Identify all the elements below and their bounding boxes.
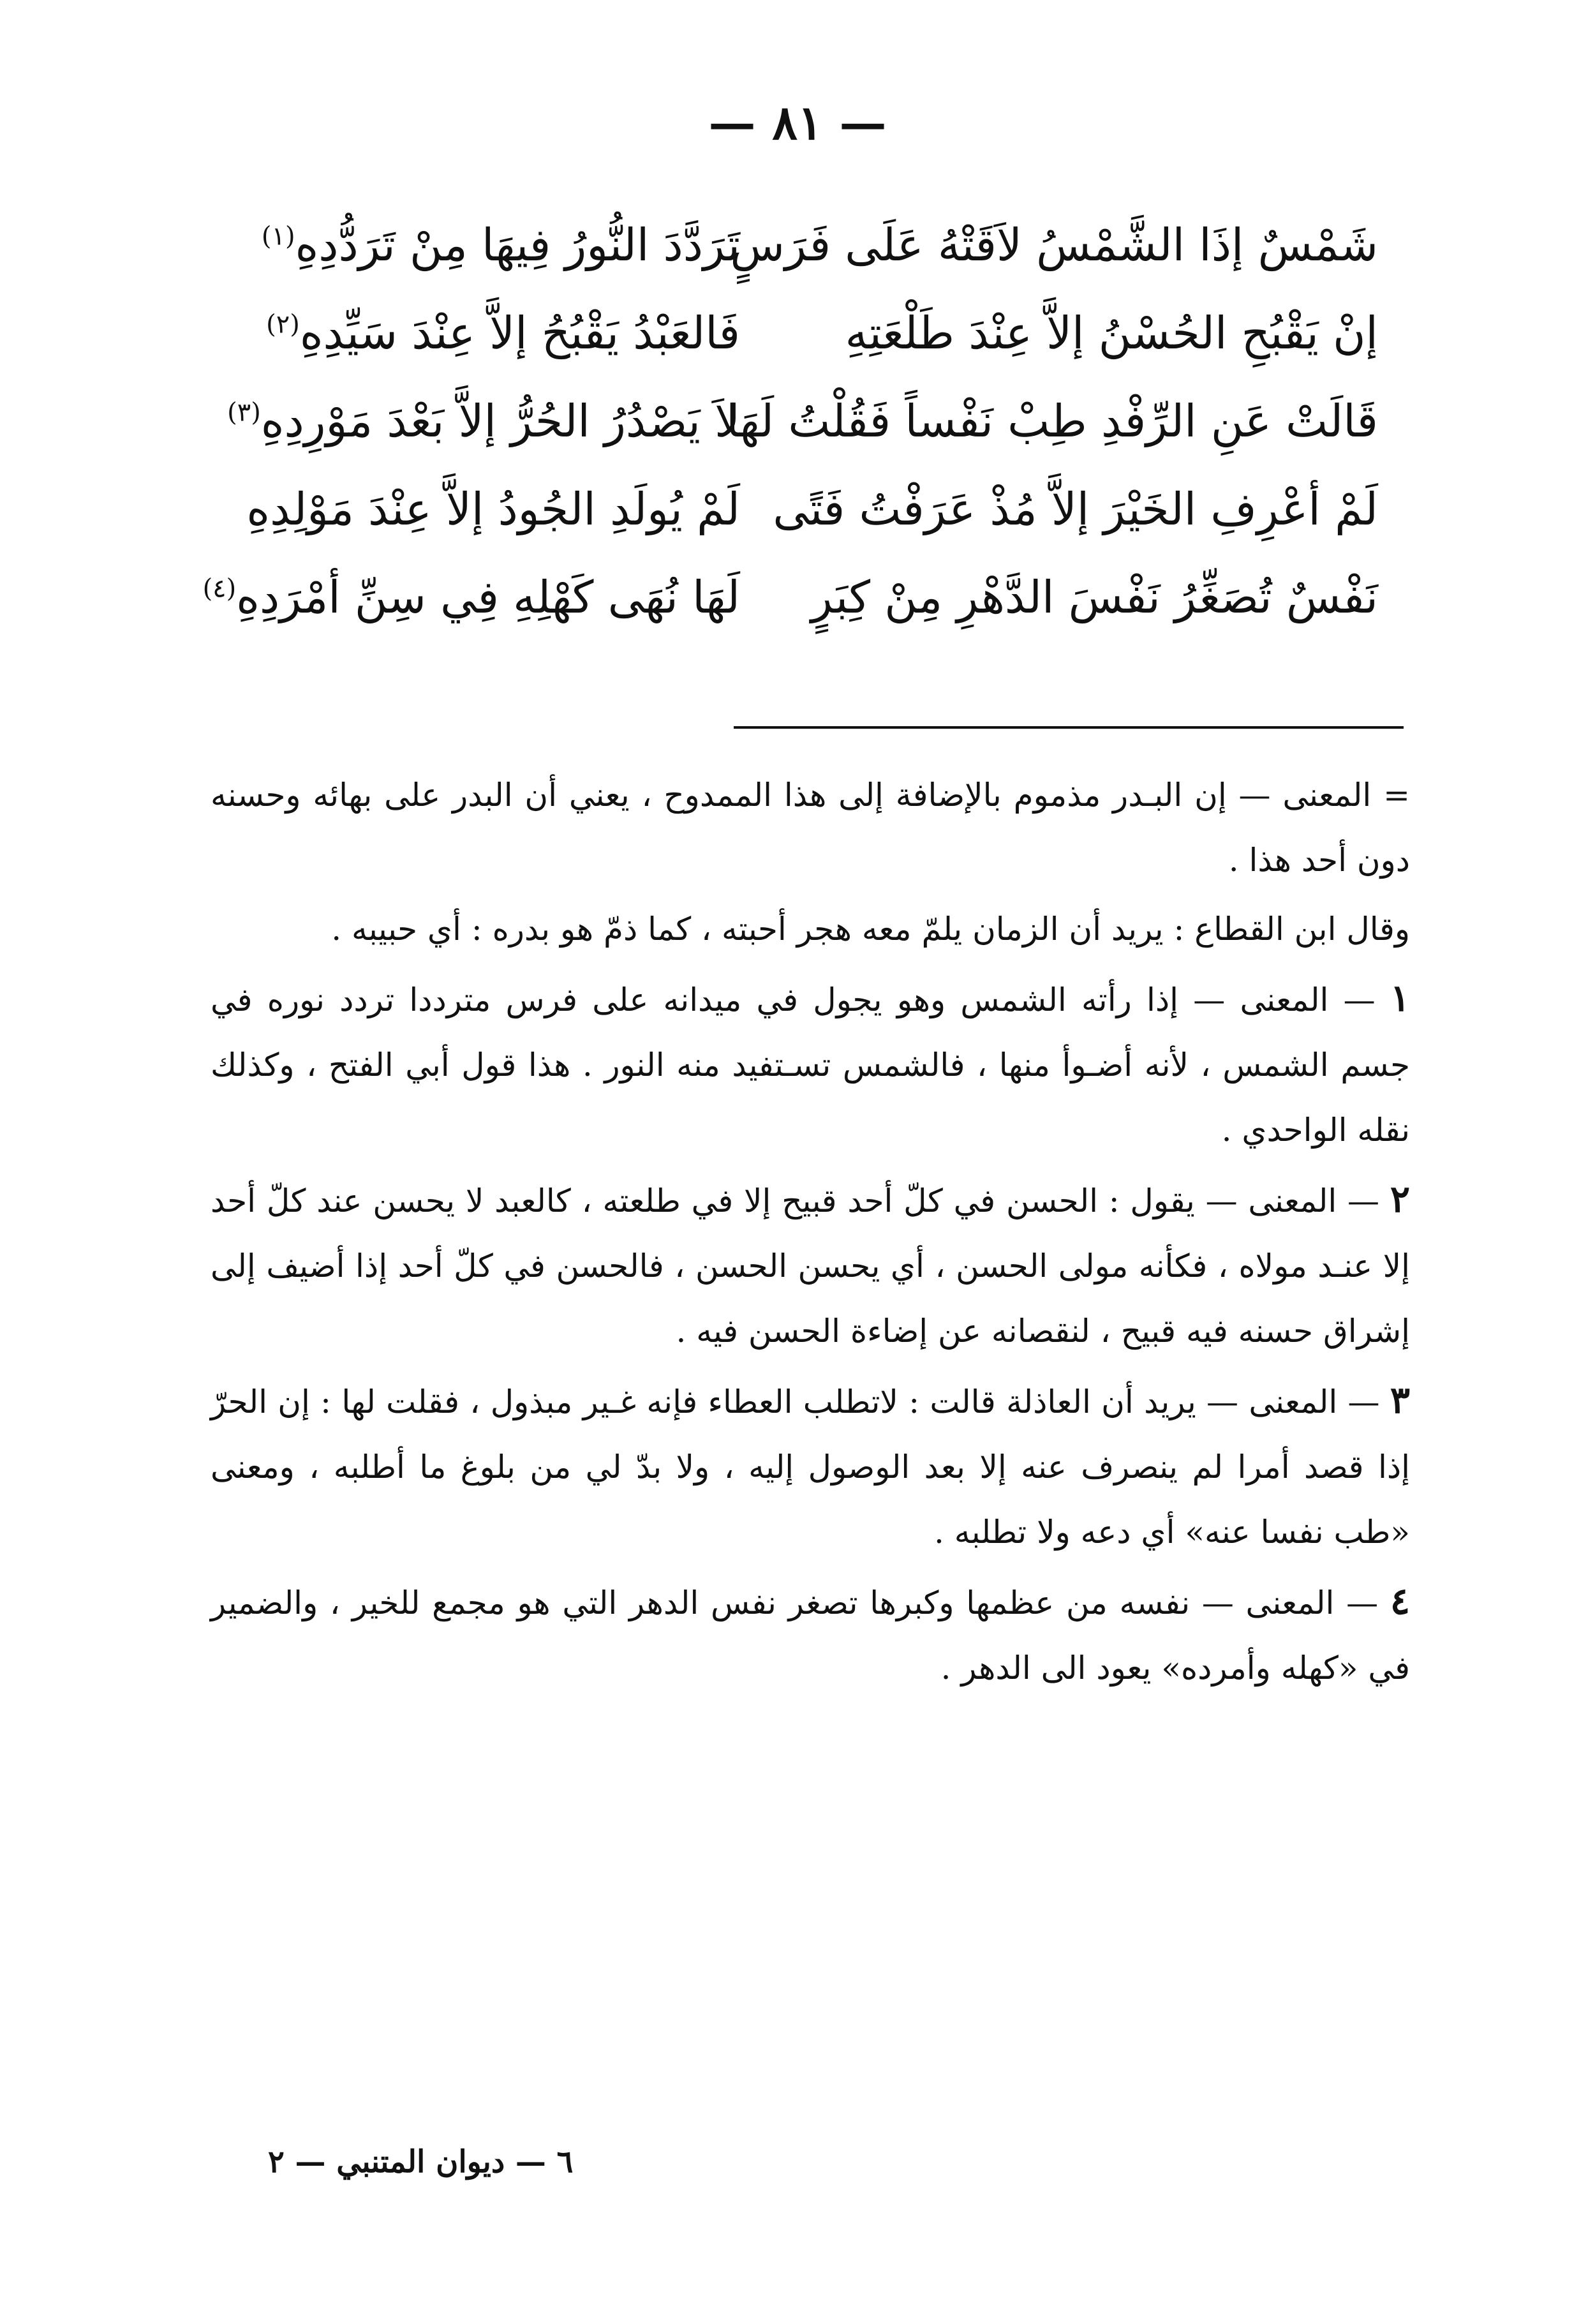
verse-1 [211,201,1378,289]
footnote-marker-2: (٢) [266,309,300,339]
verse-2 [211,289,1378,377]
commentary-continued: = المعنى — إن البـدر مذموم بالإضافة إلى هذا الممدوح ، يعني أن البدر على بهائه وحسنه دون أحد هذا . [211,777,1410,879]
verse-4-second-hemistich [211,483,740,535]
verse-1-second-hemistich [211,219,740,271]
footnote-4 [211,1568,1410,1701]
footnote-3 [211,1367,1410,1565]
page-number: — ٨١ — [708,96,887,151]
footnote-3-text: — المعنى — يريد أن العاذلة قالت : لاتطلب العطاء فإنه غـير مبذول ، فقلت لها : إن الحرّ إذا قصد أمرا لم ينصرف عنه إلا بعد الوصول إليه ، ولا بدّ لي من بلوغ ما أطلبه ، ومعنى «طب نفسا عنه» أي دعه ولا تطلبه . [211,1383,1410,1551]
poem-verses [202,201,1378,641]
verse-1-second-text: تَرَدَّدَ النُّورُ فِيهَا مِنْ تَرَدُّدِهِ [295,219,740,271]
verse-5-first-hemistich: نَفْسٌ تُصَغِّرُ نَفْسَ الدَّهْرِ مِنْ كِبَرٍ [810,571,1378,623]
verse-4-first-hemistich: لَمْ أعْرِفِ الخَيْرَ إلاَّ مُذْ عَرَفْتُ فَتًى [773,483,1378,535]
verse-4-second-text: لَمْ يُولَدِ الجُودُ إلاَّ عِنْدَ مَوْلِدِهِ [246,483,740,535]
verse-3-second-hemistich [211,395,740,447]
footnote-separator-rule [734,726,1404,729]
footnote-3-number: ٣ [1390,1378,1410,1422]
verse-1-first-hemistich: شَمْسٌ إذَا الشَّمْسُ لاَقَتْهُ عَلَى فَرَسٍ [730,219,1378,271]
verse-2-first-hemistich: إنْ يَقْبُحِ الحُسْنُ إلاَّ عِنْدَ طَلْعَتِهِ [845,307,1378,359]
commentary-ibn-qatta: وقال ابن القطاع : يريد أن الزمان يلمّ معه هجر أحبته ، كما ذمّ هو بدره : أي حبيبه . [331,911,1410,948]
printer-signature: ٦ — ديوان المتنبي — ٢ [268,2144,574,2180]
footnote-marker-4: (٤) [202,574,237,604]
footnote-4-text: — المعنى — نفسه من عظمها وكبرها تصغر نفس الدهر التي هو مجمع للخير ، والضمير في «كهله وأمرده» يعود الى الدهر . [211,1584,1410,1687]
footnote-4-number: ٤ [1390,1579,1410,1623]
footnote-marker-1: (١) [261,221,295,251]
verse-3 [211,377,1378,465]
verse-2-second-hemistich [211,307,740,359]
footnote-2-number: ٢ [1390,1177,1410,1221]
footnote-2-text: — المعنى — يقول : الحسن في كلّ أحد قبيح إلا في طلعته ، كالعبد لا يحسن عند كلّ أحد إلا عنـد مولاه ، فكأنه مولى الحسن ، أي يحسن الحسن ، فالحسن في كلّ أحد إذا أضيف إلى إشراق حسنه فيه قبيح ، لنقصانه عن إضاءة الحسن فيه . [211,1182,1410,1350]
footnote-1 [211,965,1410,1163]
verse-4 [211,465,1378,553]
verse-2-second-text: فَالعَبْدُ يَقْبُحُ إلاَّ عِنْدَ سَيِّدِهِ [299,307,740,359]
footnote-1-number: ١ [1390,976,1410,1020]
footnote-2 [211,1166,1410,1364]
verse-5-second-hemistich [202,571,740,623]
footnote-1-text: — المعنى — إذا رأته الشمس وهو يجول في ميدانه على فرس مترددا تردد نوره في جسم الشمس ، لأنه أضـوأ منها ، فالشمس تسـتفيد منه النور . هذا قول أبي الفتح ، وكذلك نقله الواحدي . [211,981,1410,1149]
verse-5-second-text: لَهَا نُهَى كَهْلِهِ فِي سِنِّ أمْرَدِهِ [236,571,740,623]
verse-3-first-hemistich: قَالَتْ عَنِ الرِّفْدِ طِبْ نَفْساً فَقُلْتُ لَهَا [726,395,1378,447]
verse-3-second-text: لاَ يَصْدُرُ الحُرُّ إلاَّ بَعْدَ مَوْرِدِهِ [260,395,740,447]
footnote-marker-3: (٣) [227,398,261,428]
commentary-footnotes [211,763,1410,1704]
verse-5 [202,553,1378,641]
